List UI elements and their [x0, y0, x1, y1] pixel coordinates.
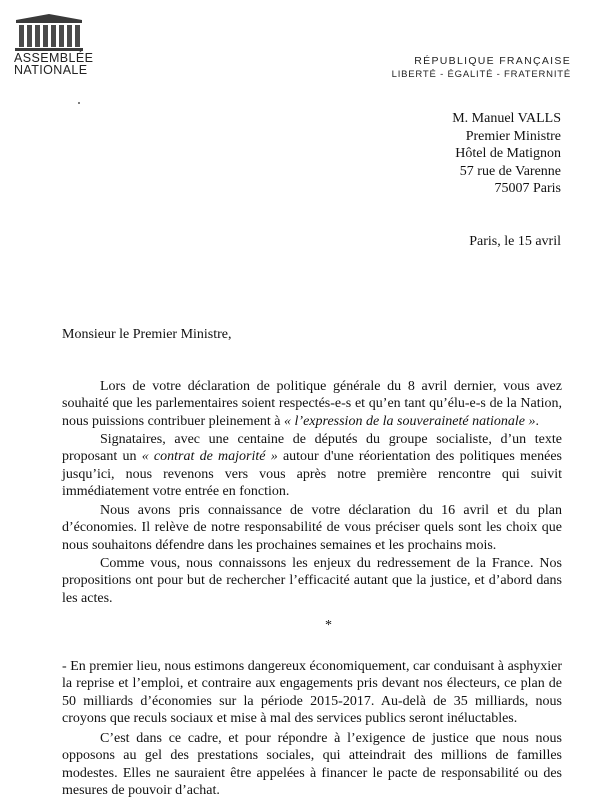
paragraph-6: [62, 730, 562, 800]
paragraph-2-text-a: Signataires, avec une centaine de députés du groupe socialiste, d’un texte proposant un: [62, 432, 562, 465]
republic-motto: LIBERTÉ - ÉGALITÉ - FRATERNITÉ: [391, 69, 571, 80]
salutation: Monsieur le Premier Ministre,: [62, 327, 232, 342]
recipient-street: 57 rue de Varenne: [459, 163, 561, 179]
recipient-address: [452, 110, 561, 198]
paragraph-6-text: C’est dans ce cadre, et pour répondre à l’exigence de justice que nous nous opposons au gel des prestations sociales, qui atteindrait des millions de familles modestes. Elles ne sauraient être appelées à financer le pacte de responsabilité ou des mesures de pouvoir d’achat.: [62, 731, 562, 799]
hemicycle-emblem-icon: [14, 14, 84, 52]
paragraph-5-text: - En premier lieu, nous estimons dangereux économiquement, car conduisant à asphyxier la reprise et l’emploi, et contraire aux engagements pris devant nos électeurs, ce plan de 50 milliards d’économies sur la période 2015-2017. Au-delà de 35 milliards, nous croyons que reculs sociaux et mise à mal des services publics seront inéluctables.: [62, 659, 562, 727]
paragraph-4: [62, 555, 562, 607]
paragraph-3: [62, 502, 562, 554]
paragraph-1-quote: « l’expression de la souveraineté nationale »: [284, 413, 536, 429]
logo-text-line2: NATIONALE: [14, 63, 88, 77]
recipient-title: Premier Ministre: [465, 128, 561, 144]
assemblee-nationale-logo: [14, 14, 94, 77]
paragraph-2: [62, 431, 562, 501]
paragraph-2-quote: « contrat de majorité »: [141, 449, 278, 465]
scan-speck: [78, 102, 80, 104]
paragraph-1-text: Lors de votre déclaration de politique générale du 8 avril dernier, vous avez souhaité que les parlementaires soient respectés-e-s et qu’en tant qu’élu-e-s de la Nation, nous puissions contribuer pleinement à: [62, 379, 562, 429]
paragraph-1: [62, 378, 562, 430]
recipient-city: 75007 Paris: [494, 181, 561, 197]
paragraph-2-text-b: autour d'une réorientation des politiques menées jusqu’ici, nous revenons vers vous après notre première rencontre qui suivit immédiatement votre entrée en fonction.: [62, 449, 562, 500]
recipient-name: M. Manuel VALLS: [452, 111, 561, 126]
paragraph-3-text: Nous avons pris connaissance de votre déclaration du 16 avril et du plan d’économies. Il relève de notre responsabilité de vous préciser quels sont les choix que nous souhaitons défendre dans les prochaines semaines et les prochains mois.: [62, 503, 562, 553]
paragraph-1-end: .: [535, 413, 539, 429]
paragraph-4-text: Comme vous, nous connaissons les enjeux du redressement de la France. Nos propositions ont pour but de rechercher l’efficacité autant que la justice, et d’abord dans les actes.: [62, 556, 562, 606]
letter-date: Paris, le 15 avril: [469, 234, 561, 249]
paragraph-5: [62, 658, 562, 728]
logo-text-line1: ASSEMBLÉE: [14, 51, 94, 65]
republic-label: RÉPUBLIQUE FRANÇAISE: [414, 55, 571, 67]
section-separator: *: [325, 618, 332, 633]
republic-header: [392, 54, 571, 81]
recipient-building: Hôtel de Matignon: [455, 146, 561, 162]
